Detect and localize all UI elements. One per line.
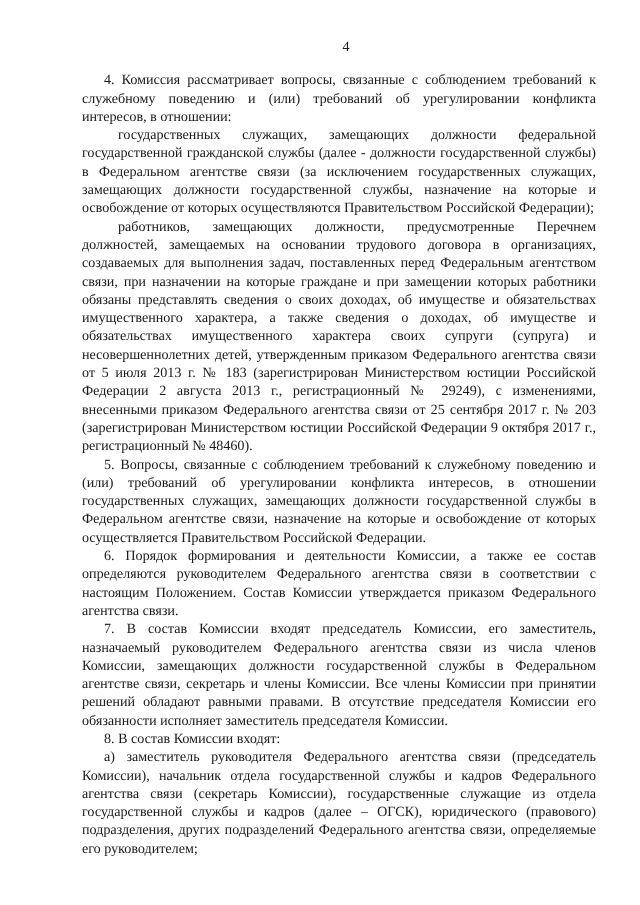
paragraph-employees: работников, замещающих должности, предусмотренные Перечнем должностей, замещаемых на основании трудового договора в организациях, создаваемых для выполнения задач, поставленных перед Федеральным агентством связи, при назначении на которые граждане и при замещении которых работники обязаны представлять сведения о своих доходах, об имуществе и обязательствах имущественного характера, а также сведения о доходах, об имуществе и обязательствах имущественного характера своих супруги (супруга) и несовершеннолетних детей, утвержденным приказом Федерального агентства связи от 5 июля 2013 г. № 183 (зарегистрирован Министерством юстиции Российской Федерации 2 августа 2013 г., регистрационный № 29249), с изменениями, внесенными приказом Федерального агентства связи от 25 сентября 2017 г. № 203 (зарегистрирован Министерством юстиции Российской Федерации 9 октября 2017 г., регистрационный № 48460). [82, 218, 596, 455]
paragraph-5: 5. Вопросы, связанные с соблюдением требований к служебному поведению и (или) требований об урегулировании конфликта интересов, в отношении государственных служащих, замещающих должности государственной службы в Федеральном агентстве связи, назначение на которые и освобождение от которых осуществляется Правительством Российской Федерации. [82, 456, 596, 546]
paragraph-8: 8. В состав Комиссии входят: [104, 730, 281, 747]
paragraph-6: 6. Порядок формирования и деятельности Комиссии, а также ее состав определяются руководителем Федерального агентства связи в соответствии с настоящим Положением. Состав Комиссии утверждается приказом Федерального агентства связи. [82, 548, 596, 619]
paragraph-8a: а) заместитель руководителя Федерального агентства связи (председатель Комиссии), начальник отдела государственной службы и кадров Федерального агентства связи (секретарь Комиссии), государственные служащие из отдела государственной службы и кадров (далее – ОГСК), юридического (правового) подразделения, других подразделений Федерального агентства связи, определяемые его руководителем; [82, 749, 596, 857]
paragraph-4: 4. Комиссия рассматривает вопросы, связанные с соблюдением требований к служебному поведению и (или) требований об урегулировании конфликта интересов, в отношении: [82, 72, 596, 125]
paragraph-7: 7. В состав Комиссии входят председатель Комиссии, его заместитель, назначаемый руководителем Федерального агентства связи из числа членов Комиссии, замещающих должности государственной службы в Федеральном агентстве связи, секретарь и члены Комиссии. Все члены Комиссии при принятии решений обладают равными правами. В отсутствие председателя Комиссии его обязанности исполняет заместитель председателя Комиссии. [82, 621, 596, 729]
page-number: 4 [342, 39, 350, 55]
paragraph-civil-servants: государственных служащих, замещающих должности федеральной государственной гражданской службы (далее - должности государственной службы) в Федеральном агентстве связи (за исключением государственных служащих, замещающих должности государственной службы, назначение на которые и освобождение от которых осуществляются Правительством Российской Федерации); [82, 127, 596, 217]
